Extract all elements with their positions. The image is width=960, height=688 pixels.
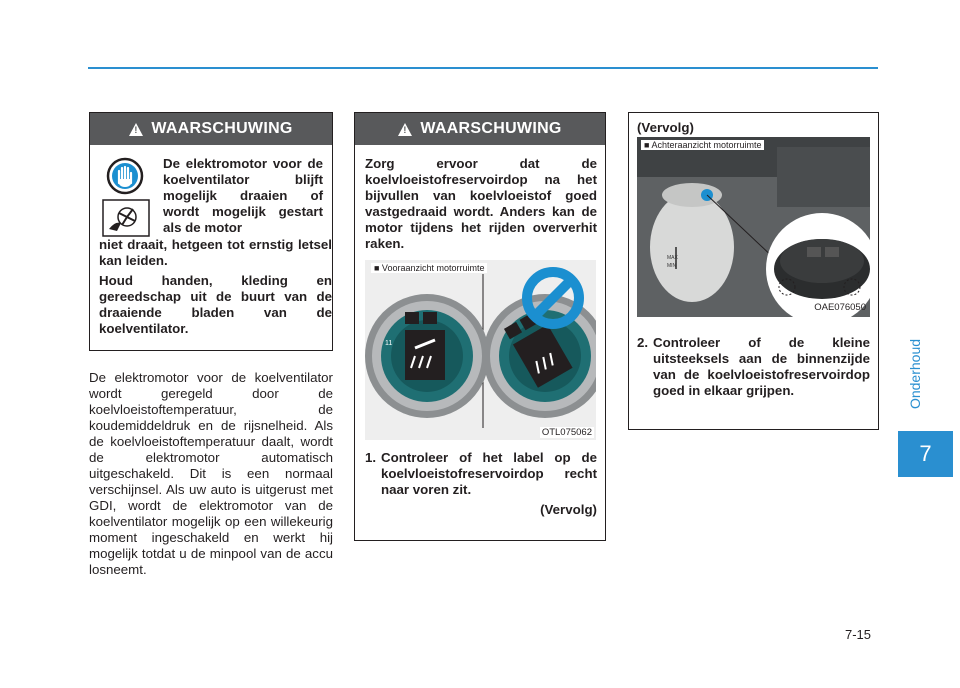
continued-heading: (Vervolg) — [637, 120, 694, 135]
warning-triangle-icon — [398, 123, 412, 136]
step-number: 2. — [637, 335, 649, 350]
step-number: 1. — [365, 450, 377, 465]
hand-stop-icon — [97, 157, 157, 239]
engine-bay-illustration — [637, 137, 870, 317]
section-label: Onderhoud — [907, 338, 923, 410]
continued-note: (Vervolg) — [540, 502, 597, 517]
warning-header — [355, 113, 605, 145]
section-tab — [900, 322, 930, 426]
max-label: MAX — [667, 255, 678, 261]
chapter-number: 7 — [919, 441, 932, 466]
figure-label: ■ Vooraanzicht motorruimte — [371, 263, 487, 273]
warning-title: WAARSCHUWING — [420, 120, 562, 137]
page-number: 7-15 — [845, 627, 872, 642]
step-1 — [365, 450, 597, 497]
warning-text-1b: niet draait, hetgeen tot ernstig letsel kan leiden. — [99, 237, 332, 268]
warning-box-fan — [89, 112, 333, 351]
top-rule — [88, 67, 878, 69]
warning-box-cap — [354, 112, 606, 541]
coolant-cap-illustration — [365, 260, 596, 440]
warning-title: WAARSCHUWING — [151, 120, 293, 137]
figure-rear-engine — [637, 137, 870, 317]
step-2 — [637, 335, 870, 415]
warning-header — [90, 113, 332, 145]
figure-label: ■ Achteraanzicht motorruimte — [641, 140, 764, 150]
step-text: Controleer of het label op de koelvloeistofreservoirdop recht naar voren zit. — [381, 450, 597, 497]
hazard-icons — [97, 157, 157, 237]
warning-text-1: De elektromotor voor de koelventilator blijft mogelijk draaien of wordt mogelijk gestart als de motor — [163, 156, 323, 235]
figure-code: OAE076050 — [814, 302, 866, 313]
warning-triangle-icon — [129, 123, 143, 136]
min-label: MIN — [667, 263, 677, 269]
warning-text-2: Houd handen, kleding en gereedschap uit de buurt van de draaiende bladen van de koelventilator. — [99, 273, 332, 336]
chapter-badge — [898, 431, 953, 477]
figure-front-cap — [365, 260, 596, 440]
cap-left-number: 11 — [385, 340, 393, 347]
continued-box — [628, 112, 879, 430]
step-text: Controleer of de kleine uitsteeksels aan de binnenzijde van de koelvloeistofreservoirdop goed in elkaar grijpen. — [653, 335, 870, 398]
figure-code: OTL075062 — [541, 427, 592, 438]
body-paragraph: De elektromotor voor de koelventilator wordt geregeld door de koelvloeistoftemperatuur, de koudemiddeldruk en de rijsnelheid. Als de koelvloeistoftemperatuur daalt, wordt de elektromotor automatisch uitgeschakeld. Dit is een normaal verschijnsel. Als uw auto is uitgerust met GDI, wordt de elektromotor van de koelventilator mogelijk op een willekeurig moment ingeschakeld en werkt hij mogelijk totdat u de minpool van de accu losneemt. — [89, 370, 333, 577]
warning-text: Zorg ervoor dat de koelvloeistofreservoirdop na het bijvullen van koelvloeistof goed vastgedraaid wordt. Anders kan de motor tijdens het rijden oververhit raken. — [365, 156, 597, 251]
